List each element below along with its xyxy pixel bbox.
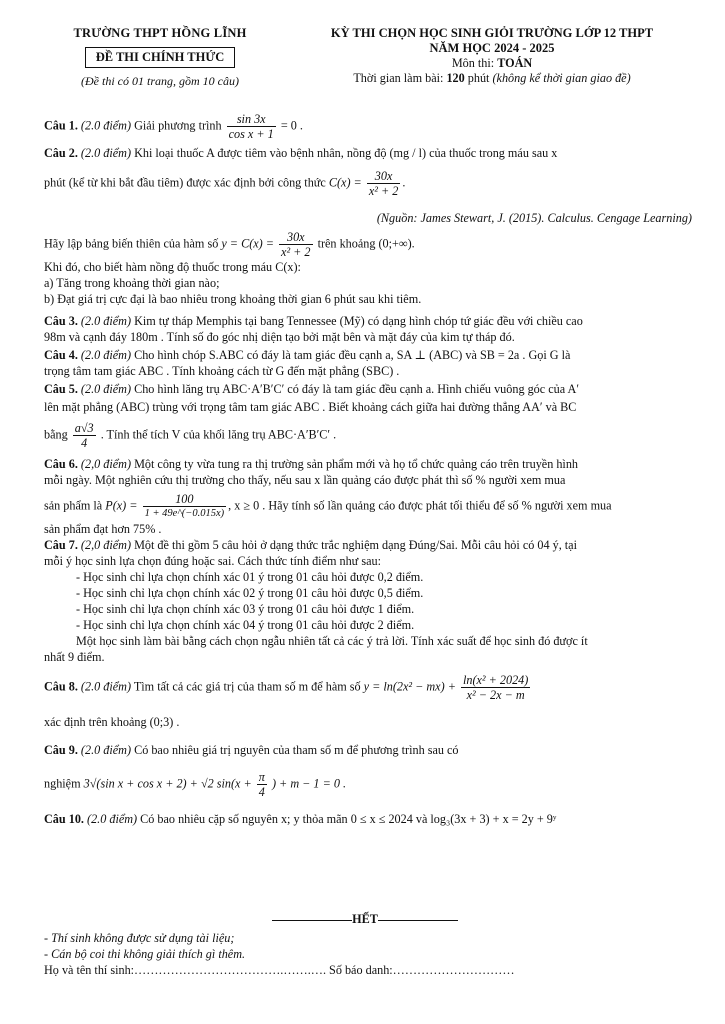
- q10-text1: Có bao nhiêu cặp số nguyên x; y thỏa mãn 0 ≤ x ≤ 2024 và log₃(3x + 3) + x = 2y + 9ʸ: [140, 812, 557, 826]
- q7-item-1: - Học sinh chỉ lựa chọn chính xác 01 ý trong 01 câu hỏi được 0,2 điểm.: [76, 570, 424, 584]
- question-8: [44, 673, 692, 702]
- time-unit: phút: [464, 71, 493, 85]
- q8-points: (2.0 điểm): [80, 679, 132, 694]
- q5-line3: [44, 421, 692, 450]
- q3-points: (2.0 điểm): [80, 314, 132, 328]
- q7-text4: nhất 9 điểm.: [44, 650, 105, 664]
- q9-line2: [44, 770, 692, 799]
- q2-interval: (0;+∞).: [378, 236, 415, 251]
- q2-text3b: trên khoảng: [317, 236, 376, 251]
- q2-func2: y = C(x) =: [221, 236, 274, 251]
- footer: [44, 930, 692, 978]
- q1-fraction: [227, 112, 276, 141]
- q5-text2: lên mặt phẳng (ABC) trùng với trọng tâm tam giác ABC . Biết khoảng cách giữa hai đường thẳng AA′ và BC: [44, 400, 577, 414]
- question-1: [44, 112, 692, 141]
- q1-num: sin 3x: [227, 112, 276, 127]
- q7-points: (2,0 điểm): [80, 538, 132, 552]
- exam-title-1: KỲ THI CHỌN HỌC SINH GIỎI TRƯỜNG LỚP 12 THPT: [330, 26, 654, 40]
- q2-end: .: [402, 175, 406, 190]
- q4-points: (2.0 điểm): [80, 348, 132, 362]
- q9-text2a: nghiệm: [44, 776, 81, 791]
- q6-func: P(x) =: [105, 498, 138, 513]
- q9-fraction: [257, 770, 267, 799]
- footer-note-2: - Cán bộ coi thi không giải thích gì thêm.: [44, 947, 246, 961]
- page-note: (Đề thi có 01 trang, gồm 10 câu): [81, 74, 239, 88]
- q1-den: cos x + 1: [228, 127, 274, 141]
- time-value: 120: [446, 71, 465, 85]
- q2-fraction: [367, 169, 400, 198]
- q2-text2: phút (kể từ khi bắt đầu tiêm) được xác định bởi công thức: [44, 175, 326, 190]
- q1-label: Câu 1.: [44, 118, 78, 133]
- q7-text1: Một đề thi gồm 5 câu hỏi ở dạng thức trắc nghiệm dạng Đúng/Sai. Mỗi câu hỏi có 04 ý, tại: [134, 538, 577, 552]
- end-rule-left: [272, 920, 352, 921]
- q2-line2: [44, 169, 692, 198]
- q6-text2: mỗi ngày. Một nghiên cứu thị trường cho thấy, nếu sau x lần quảng cáo được phát thì số % người xem mua: [44, 473, 566, 487]
- question-7: [44, 537, 692, 553]
- q1-rhs: = 0 .: [280, 118, 303, 133]
- q5-text3a: bằng: [44, 427, 68, 442]
- q4-text1: Cho hình chóp S.ABC có đáy là tam giác đều cạnh a, SA ⊥ (ABC) và SB = 2a . Gọi G là: [134, 348, 571, 362]
- q2-text3: Hãy lập bảng biến thiên của hàm số: [44, 236, 219, 251]
- header-left: [40, 26, 280, 89]
- q8-text2: xác định trên khoảng (0;3) .: [44, 715, 180, 729]
- subject-value: TOÁN: [497, 56, 533, 70]
- q8-num: ln(x² + 2024): [462, 673, 529, 687]
- question-5: [44, 381, 692, 397]
- q6-fraction: [143, 492, 227, 521]
- question-2: [44, 145, 692, 161]
- q6-text3b: , x ≥ 0 . Hãy tính số lần quảng cáo được phát tối thiểu để số % người xem mua: [228, 498, 612, 513]
- q9-den: 4: [258, 785, 265, 799]
- q2-den2: x² + 2: [281, 245, 311, 259]
- q3-text1: Kim tự tháp Memphis tại bang Tennessee (Mỹ) có dạng hình chóp tứ giác đều với chiều cao: [134, 314, 583, 328]
- q2-part-a: a) Tăng trong khoảng thời gian nào;: [44, 276, 220, 290]
- question-10: [44, 811, 692, 827]
- q6-num: 100: [143, 492, 227, 507]
- question-3: [44, 313, 692, 329]
- candidate-info-line: Họ và tên thí sinh:……………………………….…….…. Số báo danh:…………………………: [44, 963, 515, 977]
- q5-label: Câu 5.: [44, 382, 78, 396]
- q2-points: (2.0 điểm): [80, 146, 132, 160]
- q1-points: (2.0 điểm): [80, 118, 132, 133]
- subject-label: Môn thi:: [451, 56, 498, 70]
- q6-line3: [44, 492, 692, 521]
- q7-item-4: - Học sinh chỉ lựa chọn chính xác 04 ý trong 01 câu hỏi được 2 điểm.: [76, 618, 415, 632]
- official-exam-label: ĐỀ THI CHÍNH THỨC: [85, 47, 236, 68]
- q7-label: Câu 7.: [44, 538, 78, 552]
- questions: [44, 110, 692, 827]
- q10-label: Câu 10.: [44, 812, 84, 826]
- q7-item-3: - Học sinh chỉ lựa chọn chính xác 03 ý trong 01 câu hỏi được 1 điểm.: [76, 602, 415, 616]
- q2-func: C(x) =: [328, 175, 362, 190]
- q4-label: Câu 4.: [44, 348, 78, 362]
- q3-text2: 98m và cạnh đáy 180m . Tính số đo góc nhị diện tạo bởi mặt bên và mặt đáy của kim tự tháp đó.: [44, 330, 515, 344]
- q5-points: (2.0 điểm): [80, 382, 132, 396]
- q6-den: 1 + 49e^(−0.015x): [144, 508, 225, 519]
- q1-text: Giải phương trình: [134, 118, 222, 133]
- q5-text3b: . Tính thể tích V của khối lăng trụ ABC·A′B′C′ .: [100, 427, 337, 442]
- q2-text1: Khi loại thuốc A được tiêm vào bệnh nhân, nồng độ (mg / l) của thuốc trong máu sau x: [134, 146, 558, 160]
- question-6: [44, 456, 692, 472]
- q6-text1: Một công ty vừa tung ra thị trường sản phẩm mới và họ tổ chức quảng cáo trên truyền hình: [134, 457, 579, 471]
- q4-text2: trọng tâm tam giác ABC . Tính khoảng cách từ G đến mặt phẳng (SBC) .: [44, 364, 400, 378]
- q6-text4: sản phẩm đạt hơn 75% .: [44, 522, 162, 536]
- q5-den: 4: [81, 436, 88, 450]
- end-rule-right: [378, 920, 458, 921]
- question-4: [44, 347, 692, 363]
- exam-title-2: NĂM HỌC 2024 - 2025: [429, 41, 555, 55]
- q2-part-b: b) Đạt giá trị cực đại là bao nhiêu trong khoảng thời gian 6 phút sau khi tiêm.: [44, 292, 422, 306]
- question-9: [44, 742, 692, 758]
- q9-text1: Có bao nhiêu giá trị nguyên của tham số m để phương trình sau có: [134, 743, 459, 757]
- end-text: HẾT: [352, 912, 378, 926]
- q6-label: Câu 6.: [44, 457, 78, 471]
- q9-num: π: [258, 770, 265, 784]
- q8-den: x² − 2x − m: [466, 688, 525, 702]
- school-name: TRƯỜNG THPT HỒNG LĨNH: [73, 26, 247, 40]
- q5-num: a√3: [74, 421, 94, 435]
- q8-text1: Tìm tất cả các giá trị của tham số m để hàm số: [133, 679, 361, 694]
- q2-den: x² + 2: [368, 184, 399, 198]
- q8-fraction: [461, 673, 530, 702]
- q2-label: Câu 2.: [44, 146, 78, 160]
- q6-points: (2,0 điểm): [80, 457, 132, 471]
- header-right: [282, 26, 702, 86]
- q10-points: (2.0 điểm): [87, 812, 138, 826]
- q9-eq2: ) + m − 1 = 0 .: [271, 776, 347, 791]
- q5-fraction: [73, 421, 96, 450]
- q2-source: (Nguồn: James Stewart, J. (2015). Calculus. Cengage Learning): [376, 211, 692, 225]
- q7-text2: mỗi ý học sinh lựa chọn đúng hoặc sai. Cách thức tính điểm như sau:: [44, 554, 381, 568]
- time-label: Thời gian làm bài:: [353, 71, 447, 85]
- q2-line3: [44, 230, 692, 259]
- q7-item-2: - Học sinh chỉ lựa chọn chính xác 02 ý trong 01 câu hỏi được 0,5 điểm.: [76, 586, 424, 600]
- q8-func: y = ln(2x² − mx) +: [363, 679, 456, 694]
- footer-note-1: - Thí sinh không được sử dụng tài liệu;: [44, 931, 235, 945]
- q8-label: Câu 8.: [44, 679, 78, 694]
- subject-line: [282, 56, 702, 71]
- q2-num: 30x: [367, 169, 400, 184]
- q9-points: (2.0 điểm): [80, 743, 132, 757]
- time-line: [282, 71, 702, 86]
- time-note: (không kể thời gian giao đề): [492, 71, 631, 85]
- q7-text3: Một học sinh làm bài bằng cách chọn ngẫu nhiên tất cả các ý trả lời. Tính xác suất để học sinh đó được ít: [76, 634, 588, 648]
- q2-fraction2: [279, 230, 312, 259]
- q9-eq1: 3√(sin x + cos x + 2) + √2 sin(x +: [83, 776, 252, 791]
- q2-text4: Khi đó, cho biết hàm nồng độ thuốc trong máu C(x):: [44, 260, 301, 274]
- q9-label: Câu 9.: [44, 743, 78, 757]
- q5-text1: Cho hình lăng trụ ABC·A′B′C′ có đáy là tam giác đều cạnh a. Hình chiếu vuông góc của A′: [134, 382, 579, 396]
- q3-label: Câu 3.: [44, 314, 78, 328]
- q2-num2: 30x: [279, 230, 312, 245]
- end-marker: [255, 912, 475, 927]
- q6-text3a: sản phẩm là: [44, 498, 103, 513]
